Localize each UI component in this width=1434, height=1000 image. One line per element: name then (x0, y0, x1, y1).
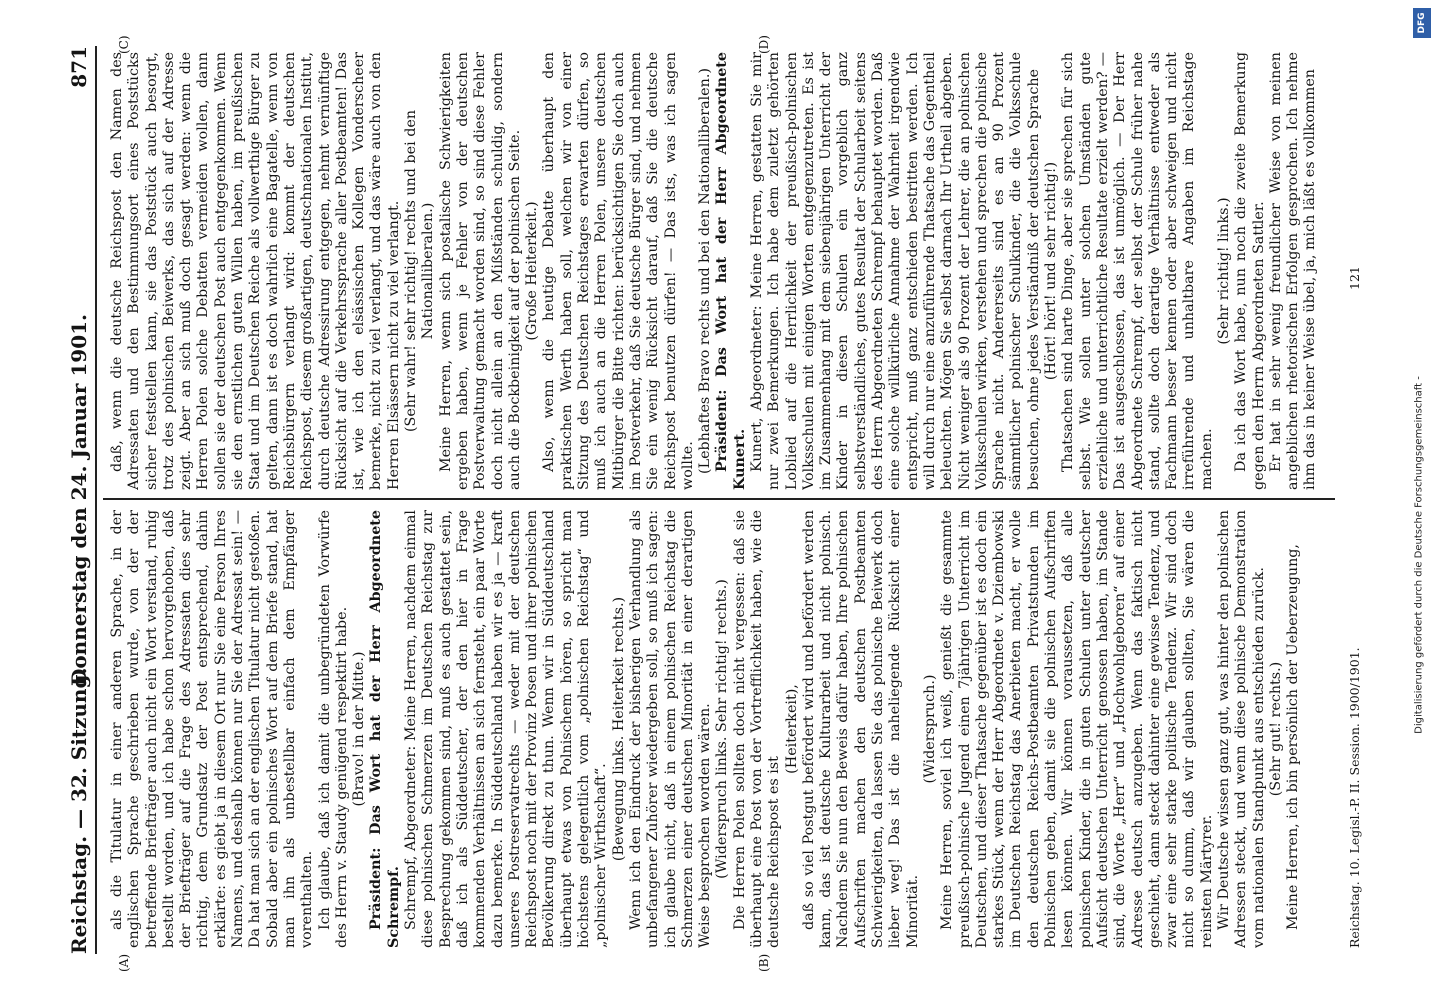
column-divider (103, 498, 1335, 500)
marker-b: (B) (757, 953, 771, 972)
interjection: (Hört! hört! und sehr richtig!) (1043, 161, 1060, 381)
marker-d: (D) (757, 35, 771, 54)
header-left: Reichstag. — 32. Sitzung. (67, 667, 91, 954)
paragraph: Wir Deutsche wissen ganz gut, was hinter den polnischen Adressen steckt, und wenn diese polnische Demonstration vom nationalen Standpunkt aus entschieden zurück. (1216, 510, 1267, 948)
attribution-text: Digitalisierung gefördert durch die Deutsche Forschungsgemeinschaft - (1413, 376, 1425, 734)
interjection: (Heiterkeit), (783, 684, 800, 774)
interjection: (Widerspruch.) (921, 674, 938, 784)
right-column (109, 52, 1339, 490)
interjection: (Sehr wahr! sehr richtig! rechts und bei den Nationalliberalen.) (403, 109, 437, 433)
interjection: (Lebhaftes Bravo rechts und bei den Nationalliberalen.) (697, 68, 714, 474)
paragraph: Schrempf, Abgeordneter: Meine Herren, nachdem einmal diese polnischen Schmerzen im Deutschen Reichstag zur Besprechung gekommen sind, muß es auch gestattet sein, daß ich als Süddeutscher, der den hier in Frage kommenden Verhältnissen an sich fernsteht, ein paar Worte dazu bemerke. In Süddeutschland haben wir es ja — kraft unseres Postreservatrechts — weder mit der deutschen Reichspost noch mit der Provinz Posen und ihrer polnischen Bevölkerung direkt zu thun. Wenn wir in Süddeutschland überhaupt etwas von Polnischem hören, so spricht man höchstens gelegentlich vom „polnischen Reichstag“ und „polnischer Wirthschaft“. (403, 510, 610, 948)
paragraph: Also, wenn die heutige Debatte überhaupt den praktischen Werth haben soll, welchen wir von einer Sitzung des Deutschen Reichstages erwarten dürfen, so muß ich auch an die Herren Polen, unsere deutschen Mitbürger die Bitte richten: berücksichtigen Sie doch auch im Postverkehr, daß Sie deutsche Bürger sind, und nehmen Sie ein wenig Rücksicht darauf, daß Sie die deutsche Reichspost benutzen dürfen! — Das ists, was ich sagen wollte. (541, 52, 696, 490)
paragraph: daß so viel Postgut befördert wird und befördert werden kann, das ist deutsche Kulturarbeit und nicht polnisch. Nachdem Sie nun den Beweis dafür haben, Ihre polnischen Aufschriften machen den deutschen Postbeamten Schwierigkeiten, da lassen Sie das polnische Beiwerk doch lieber weg! Das ist die naheliegende Rücksicht einer Minorität. (800, 510, 921, 948)
interjection: (Sehr gut! rechts.) (1267, 661, 1284, 797)
interjection: (Große Heiterkeit.) (524, 201, 541, 341)
interjection: (Sehr richtig! links.) (1216, 197, 1232, 345)
dfg-logo-icon (1413, 8, 1431, 38)
paragraph: Wenn ich den Eindruck der bisherigen Verhandlung als unbefangener Zuhörer wiedergeben soll, so muß ich sagen: ich glaube nicht, daß in einem polnischen Reichstag die Schmerzen einer deutschen Minorität in einer derartigen Weise besprochen worden wären. (627, 510, 714, 948)
left-column (109, 510, 1339, 948)
speaker-line: Präsident: Das Wort hat der Herr Abgeordnete Schrempf. (368, 510, 402, 948)
footer-sheet-number: 121 (1347, 266, 1362, 290)
speaker-line: Präsident: Das Wort hat der Herr Abgeordnete Kunert. (714, 52, 748, 490)
interjection: (Bravo! in der Mitte.) (351, 651, 368, 807)
paragraph: Die Herren Polen sollten doch nicht vergessen: daß sie überhaupt eine Post von der Vortrefflichkeit haben, wie die deutsche Reichspost es ist (731, 510, 783, 948)
paragraph: Ich glaube, daß ich damit die unbegründeten Vorwürfe des Herrn v. Staudy genügend respektirt habe. (316, 510, 350, 948)
paragraph: Er hat in sehr wenig freundlicher Weise von meinen angeblichen rhetorischen Erfolgen gesprochen. Ich nehme ihm das in keiner Weise übel, ja, mich läßt es vollkommen (1267, 52, 1319, 490)
page-header (65, 46, 97, 954)
paragraph: daß, wenn die deutsche Reichspost den Namen des Adressaten und den Bestimmungsort eines Poststücks sicher feststellen kann, sie das Poststück auch besorgt, trotz des polnischen Beiwerks, das sich auf der Adresse zeigt. Aber an sich muß doch gesagt werden: wenn die Herren Polen solche Debatten vermeiden wollen, dann sollen sie der deutschen Post auch entgegenkommen. Wenn sie den ernstlichen guten Willen haben, im preußischen Staat und im Deutschen Reiche als vollwerthige Bürger zu gelten, dann ist es doch wahrlich eine Bagatelle, wenn von Reichsbürgern verlangt wird: kommt der deutschen Reichspost, diesem großartigen, deutschnationalen Institut, durch deutsche Adressirung entgegen, nehmt vernünftige Rücksicht auf die Verkehrssprache aller Postbeamten! Das ist, wie ich den elsässischen Kollegen Vonderscheer bemerke, nicht zu viel verlangt, und das wäre auch von den Herren Elsässern nicht zu viel verlangt. (109, 52, 402, 490)
interjection: (Bewegung links. Heiterkeit rechts.) (610, 596, 627, 862)
paragraph: Meine Herren, soviel ich weiß, genießt die gesammte preußisch-polnische Jugend einen 7jährigen Unterricht im Deutschen, und dieser Thatsache gegenüber ist es doch ein starkes Stück, wenn der Herr Abgeordnete v. Dziembowski im Deutschen Reichstag das Anerbieten macht, er wolle den deutschen Reichs-Postbeamten Privatstunden im Polnischen geben, damit sie die polnischen Aufschriften lesen können. Wir können voraussetzen, daß alle polnischen Kinder, die in guten Schulen unter deutscher Aufsicht deutschen Unterricht genossen haben, im Stande sind, die Worte „Herr“ und „Hochwohlgeboren“ auf einer Adresse deutsch anzugeben. Wenn das faktisch nicht geschieht, dann steckt dahinter eine gewisse Tendenz, und zwar eine sehr starke politische Tendenz. Wir sind doch nicht so dumm, daß wir glauben sollten, Sie wären die reinsten Märtyrer. (939, 510, 1215, 948)
page-number: 871 (67, 46, 91, 88)
paragraph: Thatsachen sind harte Dinge, aber sie sprechen für sich selbst. Wie sollen unter solchen Umständen gute erziehliche und unterrichtliche Resultate erzielt werden? — Das ist ausgeschlossen, das ist unmöglich. — Der Herr Abgeordnete Schrempf, der selbst der Schule früher nahe stand, sollte doch derartige Verhältnisse entweder als Fachmann besser kennen oder aber schweigen und nicht irreführende und unhaltbare Angaben im Reichstage machen. (1060, 52, 1215, 490)
header-date: Donnerstag den 24. Januar 1901. (67, 314, 91, 686)
attribution-strip (1404, 110, 1434, 1000)
paragraph: Meine Herren, ich bin persönlich der Ueberzeugung, (1285, 544, 1302, 930)
paragraph: Da ich das Wort habe, nun noch die zweite Bemerkung gegen den Herrn Abgeordneten Sattler. (1233, 52, 1267, 490)
logo-label: DFG (1417, 12, 1427, 34)
paragraph: Kunert, Abgeordneter: Meine Herren, gestatten Sie mir nur zwei Bemerkungen. Ich habe dem zuletzt gehörten Loblied auf die Herrlichkeit der preußisch-polnischen Volksschulen mit einigen Worten entgegenzutreten. Es ist im Zusammenhang mit dem siebenjährigen Unterricht der Kinder in diesen Schulen ein vorgeblich ganz selbstverständliches, gutes Resultat der Schularbeit seitens des Herrn Abgeordneten Schrempf behauptet worden. Daß eine solche willkürliche Annahme der Wahrheit irgendwie entspricht, muß ganz entschieden bestritten werden. Ich will durch nur eine anzuführende Thatsache das Gegentheil beleuchten. Mögen Sie selbst darnach Ihr Urtheil abgeben. Nicht weniger als 90 Prozent der Lehrer, die an polnischen Volksschulen wirken, verstehen und sprechen die polnische Sprache nicht. Andererseits sind es an 90 Prozent sämmtlicher polnischer Schulkinder, die die Volksschule besuchen, ohne jedes Verständniß der deutschen Sprache (748, 52, 1042, 490)
paragraph: Meine Herren, wenn sich postalische Schwierigkeiten ergeben haben, wenn je Fehler von der deutschen Postverwaltung gemacht worden sind, so sind diese Fehler doch nicht allein an den Mißständen schuldig, sondern auch die Bockbeinigkeit auf der polnischen Seite. (437, 52, 523, 490)
paragraph: als die Titulatur in einer anderen Sprache, in der englischen Sprache geschrieben wurde, von der der betreffende Briefträger auch nicht ein Wort verstand, ruhig bestellt worden, und ich habe schon hervorgehoben, daß der Briefträger auf die Frage des Adressaten dies sehr richtig, dem Grundsatz der Post entsprechend, dahin erklärte: es giebt ja in diesem Ort nur Sie eine Person Ihres Namens, und deshalb können nur Sie der Adressat sein! — Da hat man sich an der englischen Titulatur nicht gestoßen. Sobald aber ein polnisches Wort auf dem Briefe stand, hat man ihn als unbestellbar einfach dem Empfänger vorenthalten. (109, 510, 316, 948)
marker-a: (A) (117, 953, 131, 972)
footer-session-info: Reichstag. 10. Legisl.-P. II. Session. 1900/1901. (1347, 647, 1362, 948)
interjection: (Widerspruch links. Sehr richtig! rechts.) (714, 579, 731, 879)
marker-c: (C) (117, 35, 131, 54)
rotated-newspaper-page (57, 20, 1377, 980)
